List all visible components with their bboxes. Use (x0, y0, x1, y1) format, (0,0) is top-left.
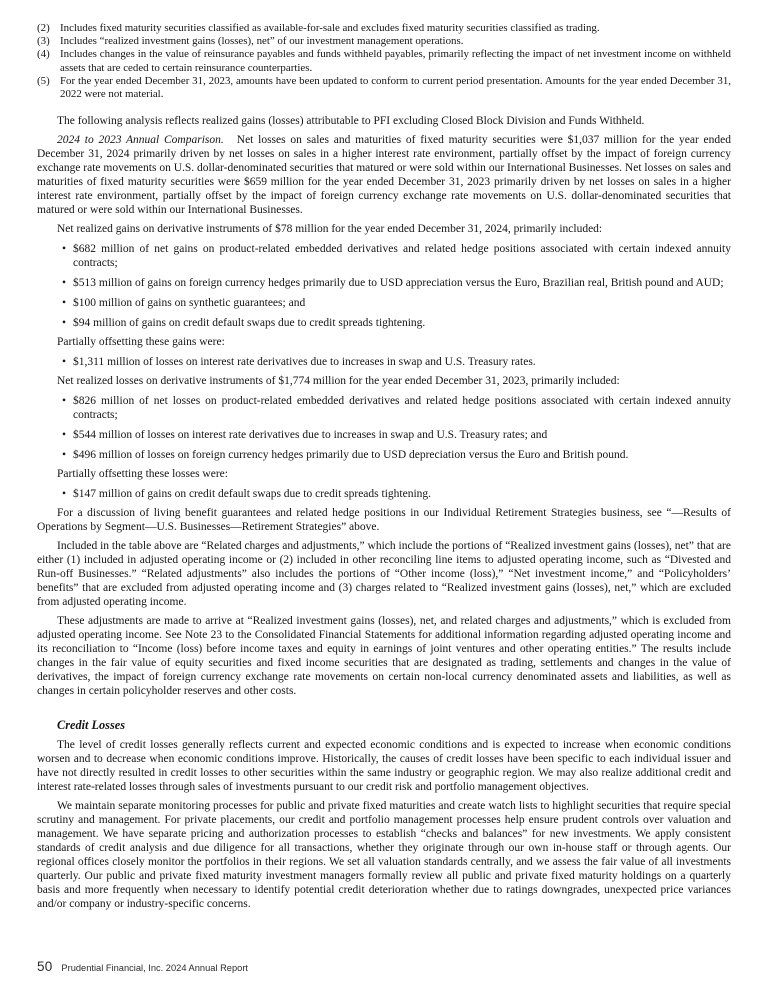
list-item (37, 394, 731, 422)
footnote-text: Includes changes in the value of reinsurance payables and funds withheld payables, primarily reflecting the impact of net investment income on withheld assets that are ceded to certain reinsurance counterparties. (60, 48, 731, 74)
footnote-4 (37, 48, 731, 74)
derivatives-2023-bullets (37, 394, 731, 462)
bullet-text: $513 million of gains on foreign currency hedges primarily due to USD appreciation versus the Euro, Brazilian real, British pound and AUD; (73, 277, 724, 290)
list-item (37, 242, 731, 270)
credit-losses-heading: Credit Losses (57, 718, 125, 733)
page-footer (37, 959, 248, 974)
list-item (37, 296, 731, 310)
list-item (37, 355, 731, 369)
related-charges-paragraph: Included in the table above are “Related charges and adjustments,” which include the portions of “Realized investment gains (losses), net” that are either (1) included in adjusted operating income or (2) included in other reconciling line items to adjusted operating income, such as “Divested and Run-off Businesses.” “Related adjustments” also includes the portions of “Other income (loss),” “Net investment income,” and “Policyholders’ benefits” that are excluded from adjusted operating income and (3) charges related to “Realized investment gains (losses), net,” which are excluded from adjusted operating income. (37, 540, 731, 609)
bullet-icon: • (62, 297, 67, 310)
bullet-icon: • (62, 488, 67, 501)
credit-losses-paragraph-1: The level of credit losses generally reflects current and expected economic conditions and is expected to increase when economic conditions worsen and to decrease when economic conditions improve. Historically, the causes of credit losses have been specific to each individual issuer and have not directly resulted in credit losses to other securities within the same industry or geographic region. We may also realize additional credit and interest rate-related losses through sales of investments pursuant to our credit risk and portfolio management objectives. (37, 739, 731, 794)
bullet-text: $682 million of net gains on product-related embedded derivatives and related hedge positions associated with certain indexed annuity contracts; (73, 243, 731, 270)
list-item (37, 448, 731, 462)
bullet-icon: • (62, 356, 67, 369)
bullet-icon: • (62, 243, 67, 256)
footnote-marker: (2) (37, 22, 50, 34)
intro-paragraph: The following analysis reflects realized gains (losses) attributable to PFI excluding Closed Block Division and Funds Withheld. (57, 115, 645, 128)
footnote-text: Includes fixed maturity securities classified as available-for-sale and excludes fixed maturity securities classified as trading. (60, 22, 600, 34)
derivatives-2023-intro: Net realized losses on derivative instruments of $1,774 million for the year ended December 31, 2023, primarily included: (57, 375, 620, 388)
bullet-icon: • (62, 277, 67, 290)
list-item (37, 316, 731, 330)
offsetting-losses-bullets (37, 487, 731, 501)
derivatives-2024-intro: Net realized gains on derivative instruments of $78 million for the year ended December 31, 2024, primarily included: (57, 223, 603, 236)
bullet-text: $100 million of gains on synthetic guarantees; and (73, 297, 306, 310)
bullet-icon: • (62, 449, 67, 462)
annual-comparison-paragraph (37, 133, 731, 217)
credit-losses-paragraph-2: We maintain separate monitoring processes for public and private fixed maturities and create watch lists to highlight securities that require special scrutiny and management. For private placements, our credit and portfolio management processes help ensure prudent controls over valuation and management. We have separate pricing and authorization processes to establish “checks and balances” for new investments. We apply consistent standards of credit analysis and due diligence for all transactions, whether they originate through our own in-house staff or through agents. Our regional offices closely monitor the portfolios in their regions. We set all valuation standards centrally, and we assess the fair value of all investments quarterly. Our public and private fixed maturity investment managers formally review all public and private fixed maturity holdings on a quarterly basis and more frequently when necessary to identify potential credit deterioration whether due to ratings downgrades, unexpected price variances and/or company or industry-specific concerns. (37, 800, 731, 911)
bullet-text: $496 million of losses on foreign currency hedges primarily due to USD depreciation versus the Euro and British pound. (73, 449, 629, 462)
bullet-text: $94 million of gains on credit default swaps due to credit spreads tightening. (73, 317, 426, 330)
bullet-icon: • (62, 395, 67, 408)
derivatives-2024-bullets (37, 242, 731, 330)
footnote-text: For the year ended December 31, 2023, amounts have been updated to conform to current period presentation. Amounts for the year ended December 31, 2022 were not material. (60, 74, 731, 101)
offsetting-gains-bullets (37, 355, 731, 369)
bullet-text: $147 million of gains on credit default swaps due to credit spreads tightening. (73, 488, 432, 501)
footnote-2 (37, 22, 731, 35)
annual-comparison-heading: 2024 to 2023 Annual Comparison. (57, 134, 224, 147)
footnotes-block (37, 22, 731, 101)
list-item (37, 487, 731, 501)
report-title: Prudential Financial, Inc. 2024 Annual Report (61, 963, 248, 973)
living-benefit-paragraph: For a discussion of living benefit guarantees and related hedge positions in our Individual Retirement Strategies business, see “—Results of Operations by Segment—U.S. Businesses—Retirement Strategies” above. (37, 507, 731, 534)
footnote-5 (37, 75, 731, 101)
offsetting-gains-label: Partially offsetting these gains were: (57, 336, 225, 349)
annual-comparison-text: Net losses on sales and maturities of fixed maturity securities were $1,037 million for the year ended December 31, 2024 primarily driven by net losses on sales in a higher interest rate environment, partially offset by the impact of foreign currency exchange rate movements on U.S. dollar-denominated securities that matured or were sold within our International Businesses. Net losses on sales and maturities of fixed maturity securities were $659 million for the year ended December 31, 2023 primarily driven by net losses on sales in a higher interest rate environment, partially offset by the impact of foreign currency exchange rate movements on U.S. dollar-denominated securities that matured or were sold within our International Businesses. (37, 134, 732, 217)
bullet-text: $544 million of losses on interest rate derivatives due to increases in swap and U.S. Treasury rates; and (73, 429, 548, 442)
bullet-icon: • (62, 429, 67, 442)
adjustments-paragraph: These adjustments are made to arrive at “Realized investment gains (losses), net, and related charges and adjustments,” which is excluded from adjusted operating income. See Note 23 to the Consolidated Financial Statements for additional information regarding adjusted operating income and its reconciliation to “Income (loss) before income taxes and equity in earnings of joint ventures and other operating entities.” The results include changes in the fair value of equity securities and fixed income securities that are designated as trading, settlements and changes in the value of derivatives, the impact of foreign currency exchange rate movements on certain non-local currency denominated assets and liabilities, as well as changes in certain policyholder reserves and other costs. (37, 615, 731, 698)
list-item (37, 276, 731, 290)
list-item (37, 428, 731, 442)
footnote-marker: (3) (37, 35, 50, 48)
page-number: 50 (37, 959, 53, 974)
footnote-text: Includes “realized investment gains (losses), net” of our investment management operations. (60, 35, 464, 48)
footnote-3 (37, 35, 731, 48)
bullet-text: $1,311 million of losses on interest rate derivatives due to increases in swap and U.S. Treasury rates. (73, 356, 536, 369)
bullet-icon: • (62, 317, 67, 330)
footnote-marker: (5) (37, 74, 50, 87)
offsetting-losses-label: Partially offsetting these losses were: (57, 468, 228, 481)
bullet-text: $826 million of net losses on product-related embedded derivatives and related hedge positions associated with certain indexed annuity contracts; (73, 395, 731, 422)
footnote-marker: (4) (37, 48, 50, 61)
